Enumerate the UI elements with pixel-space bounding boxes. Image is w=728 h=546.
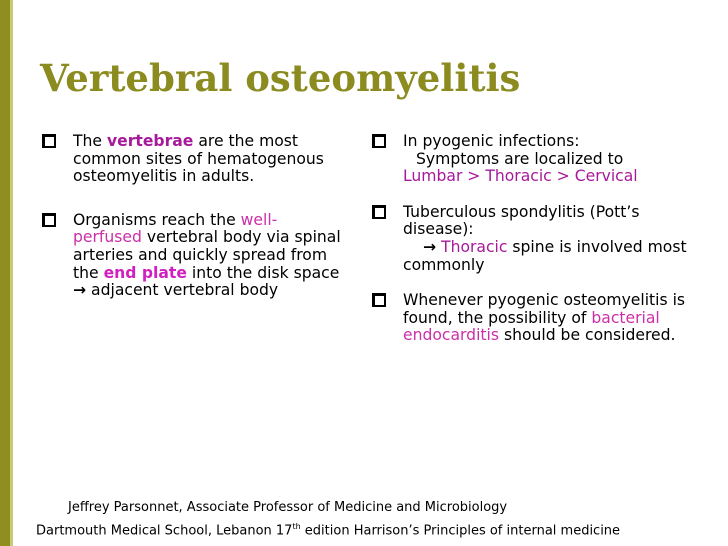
slide-accent-bar xyxy=(0,0,10,546)
slide-footer xyxy=(36,498,720,540)
square-bullet-icon xyxy=(372,293,386,307)
left-column xyxy=(40,133,342,300)
square-bullet-icon xyxy=(372,205,386,219)
bullet-text: are the most common sites of hematogenous osteomyelitis in adults. xyxy=(73,132,324,186)
bullet-text: Tuberculous spondylitis (Pott’s disease): xyxy=(403,202,640,239)
bullet-text: Organisms reach the xyxy=(73,210,241,229)
right-column xyxy=(370,133,688,345)
bullet-text: Whenever pyogenic osteomyelitis is found, the possibility of xyxy=(403,291,686,327)
square-bullet-icon xyxy=(42,134,56,148)
bullet-text: adjacent vertebral body xyxy=(86,281,279,300)
highlight-bacterial-endocarditis: bacterial endocarditis xyxy=(403,308,660,345)
footer-citation-text: Dartmouth Medical School, Lebanon 17 xyxy=(36,523,293,539)
square-bullet-icon xyxy=(372,134,386,148)
footer-citation-text: edition Harrison’s Principles of internal medicine xyxy=(300,523,621,539)
bullet-text: into the disk space xyxy=(186,263,340,282)
highlight-well-perfused: well-perfused xyxy=(73,210,278,247)
highlight-thoracic: Thoracic xyxy=(441,237,508,256)
highlight-spine-levels: Lumbar > Thoracic > Cervical xyxy=(403,167,638,186)
slide-accent-bar-light xyxy=(10,0,13,546)
bullet-text: In pyogenic infections: xyxy=(403,132,580,150)
arrow-right-icon: → xyxy=(73,281,87,300)
arrow-right-icon: → xyxy=(423,237,437,256)
bullet-vertebrae-sites xyxy=(40,133,342,186)
bullet-text: vertebral body via spinal arteries and quickly spread from the xyxy=(73,228,341,282)
bullet-organisms-spread xyxy=(40,212,342,300)
bullet-text: The xyxy=(73,132,107,150)
bullet-tuberculous-spondylitis xyxy=(370,204,688,274)
bullet-pyogenic-infections xyxy=(370,133,688,186)
bullet-bacterial-endocarditis xyxy=(370,292,688,345)
bullet-text: spine is involved most commonly xyxy=(403,237,687,274)
footer-author: Jeffrey Parsonnet, Associate Professor of Medicine and Microbiology xyxy=(68,500,508,515)
footer-citation xyxy=(36,517,720,540)
bullet-text: Symptoms are localized to xyxy=(416,149,624,168)
footer-superscript: th xyxy=(292,522,301,531)
highlight-vertebrae: vertebrae xyxy=(106,132,194,150)
slide-title: Vertebral osteomyelitis xyxy=(40,56,521,100)
square-bullet-icon xyxy=(42,213,56,227)
title-divider xyxy=(40,110,640,111)
highlight-end-plate: end plate xyxy=(103,263,187,282)
bullet-text: should be considered. xyxy=(498,326,676,345)
